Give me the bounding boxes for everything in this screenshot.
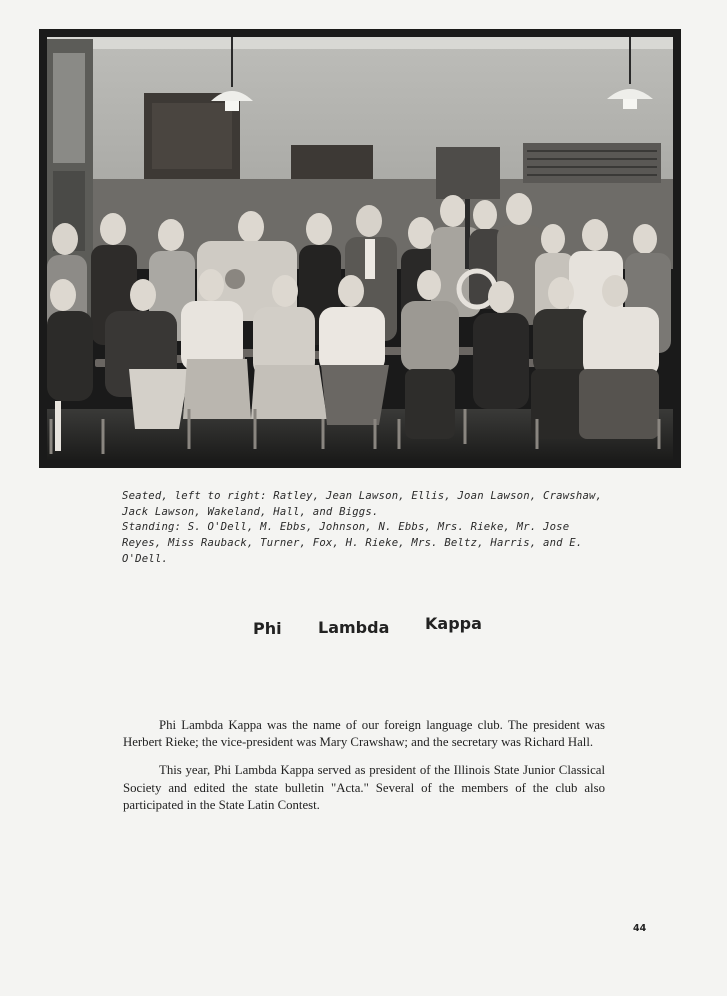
- title-word-lambda: Lambda: [318, 618, 390, 637]
- page-title: [253, 614, 493, 640]
- caption-standing: Standing: S. O'Dell, M. Ebbs, Johnson, N. Ebbs, Mrs. Rieke, Mr. Jose Reyes, Miss Rauback, Turner, Fox, H. Rieke, Mrs. Beltz, Harris, and E. O'Dell.: [122, 521, 583, 565]
- title-word-kappa: Kappa: [425, 614, 482, 633]
- body-text: [123, 717, 605, 825]
- group-photograph-icon: [39, 29, 681, 468]
- paragraph-2: This year, Phi Lambda Kappa served as president of the Illinois State Junior Classical Society and edited the state bulletin "Acta." Several of the members of the club also participated in the State Latin Contest.: [123, 763, 605, 812]
- title-word-phi: Phi: [253, 619, 282, 638]
- group-photograph: [39, 29, 681, 468]
- caption-seated: Seated, left to right: Ratley, Jean Lawson, Ellis, Joan Lawson, Crawshaw, Jack Lawson, Wakeland, Hall, and Biggs.: [122, 490, 603, 518]
- page-number: 44: [633, 923, 647, 934]
- photo-caption: [122, 489, 612, 568]
- paragraph-1: Phi Lambda Kappa was the name of our foreign language club. The president was Herbert Rieke; the vice-president was Mary Crawshaw; and the secretary was Richard Hall.: [123, 718, 605, 750]
